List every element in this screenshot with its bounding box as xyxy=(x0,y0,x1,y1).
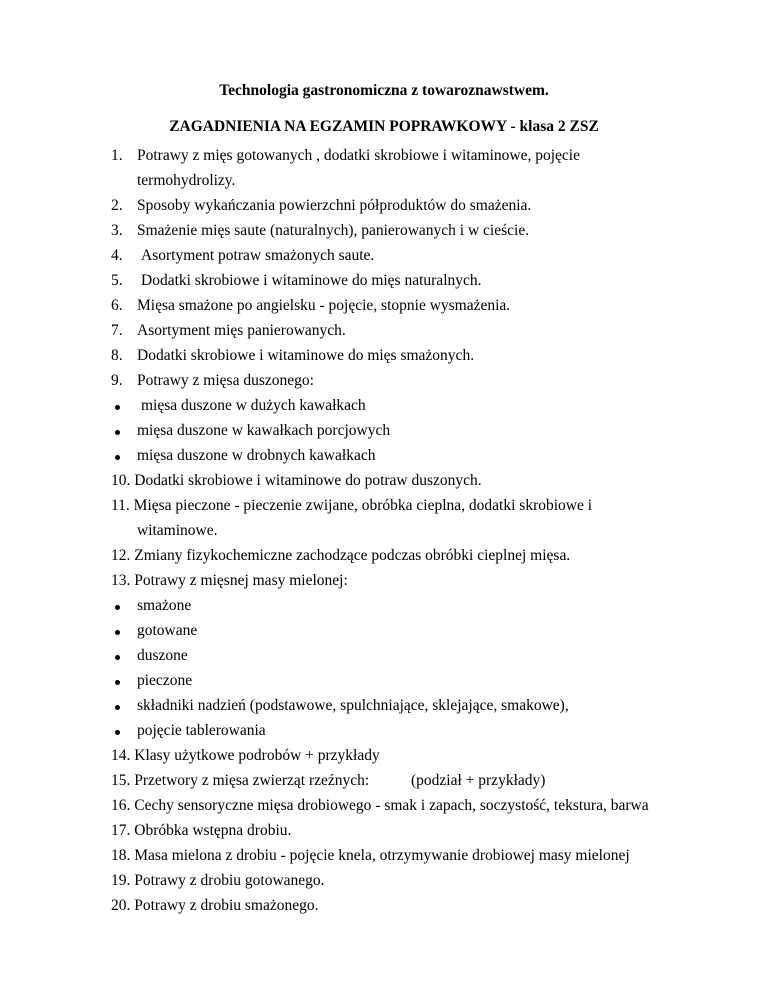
item-text: Sposoby wykańczania powierzchni półproduktów do smażenia. xyxy=(137,197,532,214)
bullet-icon xyxy=(115,730,120,735)
bullet-item: smażone xyxy=(137,597,192,614)
bullet-icon xyxy=(115,680,120,685)
bullet-item: pieczone xyxy=(137,672,193,689)
bullet-icon xyxy=(115,705,120,710)
item-text: Mięsa smażone po angielsku - pojęcie, stopnie wysmażenia. xyxy=(137,297,511,314)
list-item: 10. Dodatki skrobiowe i witaminowe do potraw duszonych. xyxy=(111,472,482,489)
item-text: Smażenie mięs saute (naturalnych), panierowanych i w cieście. xyxy=(137,222,530,239)
bullet-item: duszone xyxy=(137,647,188,664)
list-item-note: (podział + przykłady) xyxy=(411,772,546,789)
bullet-icon xyxy=(115,455,120,460)
document-subtitle: ZAGADNIENIA NA EGZAMIN POPRAWKOWY - klasa 2 ZSZ xyxy=(169,118,599,135)
item-text-continuation: termohydrolizy. xyxy=(137,172,236,189)
item-text-continuation: witaminowe. xyxy=(137,522,218,539)
bullet-icon xyxy=(115,405,120,410)
item-text: Dodatki skrobiowe i witaminowe do mięs naturalnych. xyxy=(141,272,482,289)
item-text: Potrawy z mięs gotowanych , dodatki skrobiowe i witaminowe, pojęcie xyxy=(137,147,580,164)
list-item: 11. Mięsa pieczone - pieczenie zwijane, obróbka cieplna, dodatki skrobiowe i xyxy=(111,497,593,514)
bullet-item: mięsa duszone w dużych kawałkach xyxy=(141,397,366,414)
item-number: 9. xyxy=(111,372,123,389)
list-item: 16. Cechy sensoryczne mięsa drobiowego - smak i zapach, soczystość, tekstura, barwa xyxy=(111,797,649,814)
item-number: 8. xyxy=(111,347,123,364)
list-item: 20. Potrawy z drobiu smażonego. xyxy=(111,897,319,914)
bullet-icon xyxy=(115,655,120,660)
bullet-icon xyxy=(115,430,120,435)
item-text: Asortyment mięs panierowanych. xyxy=(137,322,346,339)
bullet-item: mięsa duszone w drobnych kawałkach xyxy=(137,447,376,464)
item-number: 3. xyxy=(111,222,123,239)
item-number: 1. xyxy=(111,147,123,164)
bullet-item: gotowane xyxy=(137,622,198,639)
document-title: Technologia gastronomiczna z towaroznawstwem. xyxy=(219,82,549,99)
item-number: 5. xyxy=(111,272,123,289)
bullet-item: mięsa duszone w kawałkach porcjowych xyxy=(137,422,391,439)
item-text: Potrawy z mięsa duszonego: xyxy=(137,372,314,389)
item-text: Dodatki skrobiowe i witaminowe do mięs smażonych. xyxy=(137,347,475,364)
bullet-icon xyxy=(115,605,120,610)
list-item: 17. Obróbka wstępna drobiu. xyxy=(111,822,292,839)
bullet-item: składniki nadzień (podstawowe, spulchniające, sklejające, smakowe), xyxy=(137,697,569,714)
bullet-item: pojęcie tablerowania xyxy=(137,722,266,739)
list-item: 18. Masa mielona z drobiu - pojęcie knela, otrzymywanie drobiowej masy mielonej xyxy=(111,847,630,864)
bullet-icon xyxy=(115,630,120,635)
list-item: 14. Klasy użytkowe podrobów + przykłady xyxy=(111,747,380,764)
item-number: 6. xyxy=(111,297,123,314)
item-text: Asortyment potraw smażonych saute. xyxy=(141,247,375,264)
item-number: 4. xyxy=(111,247,123,264)
item-number: 7. xyxy=(111,322,123,339)
list-item: 15. Przetwory z mięsa zwierząt rzeźnych: xyxy=(111,772,370,789)
list-item: 13. Potrawy z mięsnej masy mielonej: xyxy=(111,572,348,589)
item-number: 2. xyxy=(111,197,123,214)
list-item: 12. Zmiany fizykochemiczne zachodzące podczas obróbki cieplnej mięsa. xyxy=(111,547,571,564)
list-item: 19. Potrawy z drobiu gotowanego. xyxy=(111,872,325,889)
